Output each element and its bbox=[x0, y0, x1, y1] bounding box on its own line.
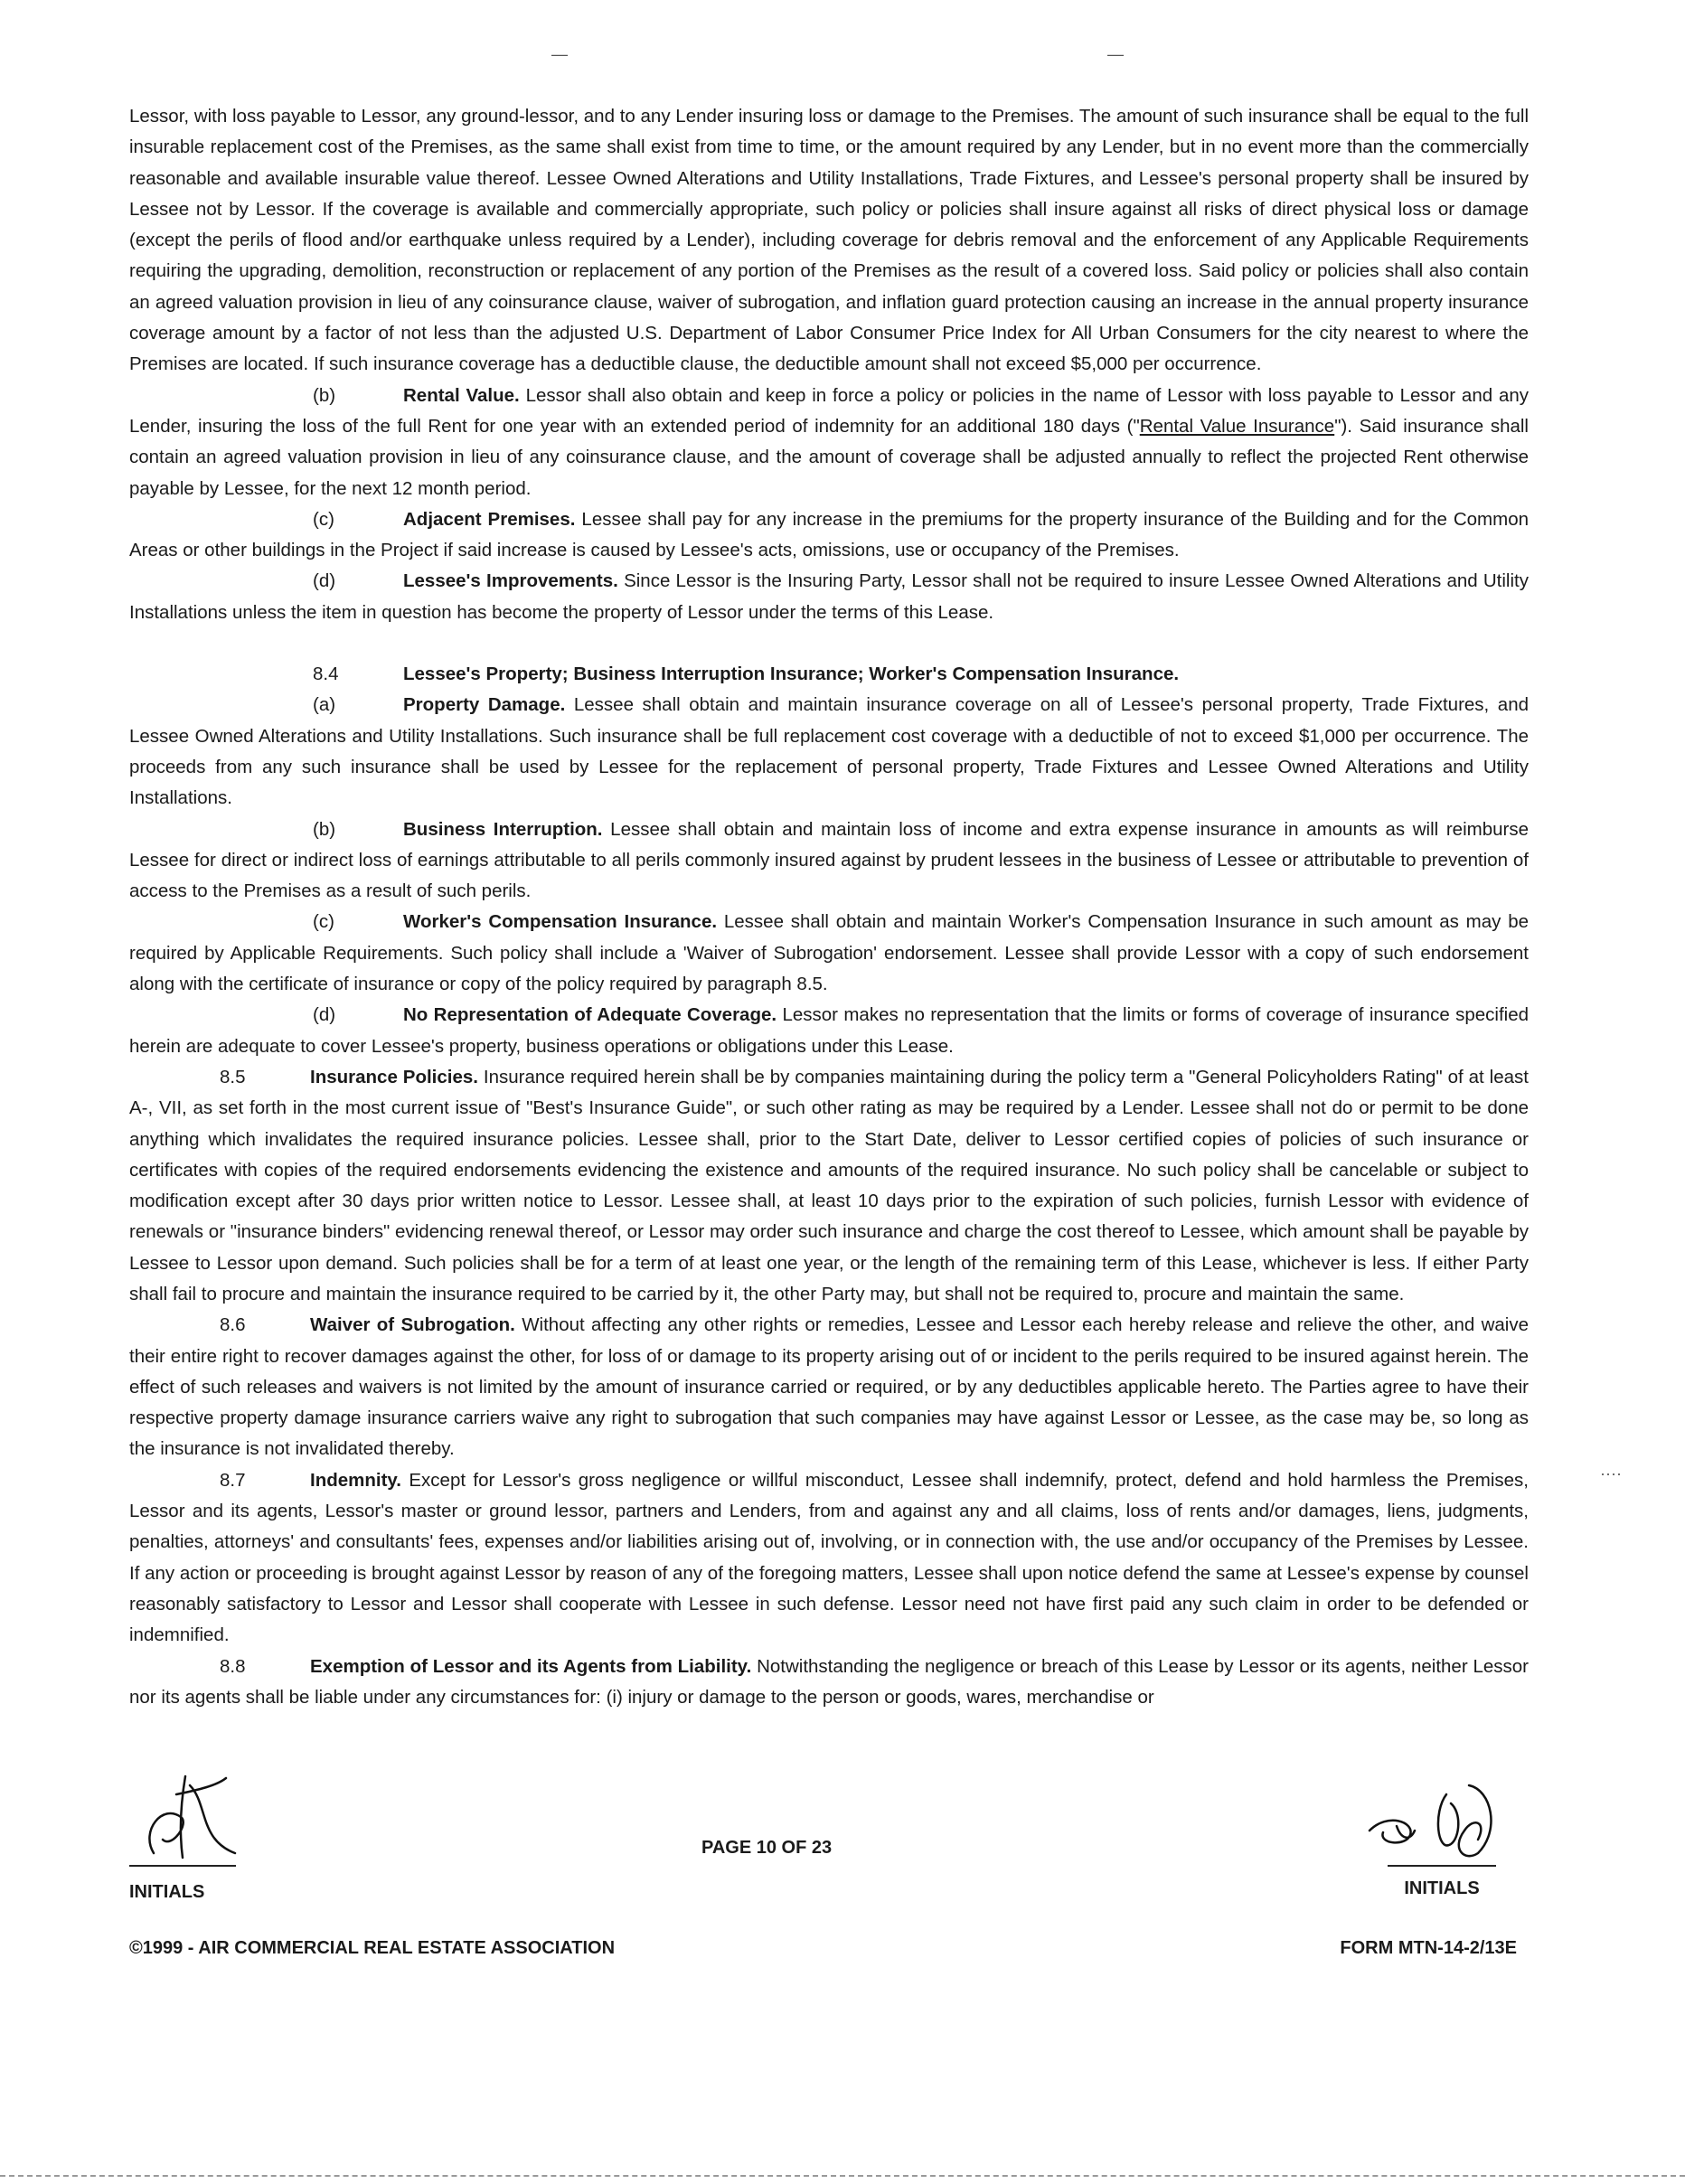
lessor-initials-signature bbox=[136, 1767, 262, 1867]
lessee-initials-signature bbox=[1360, 1776, 1514, 1867]
section-8-6: 8.6 Waiver of Subrogation. Without affecting any other rights or remedies, Lessee and Lessor each hereby release and relieve the other, and waive their entire right to recover damages against the other, for loss of or damage to its property arising out of or incident to the perils required to be insured against herein. The effect of such releases and waivers is not limited by the amount of insurance carried or required, or by any deductibles applicable hereto. The Parties agree to have their respective property damage insurance carriers waive any right to subrogation that such companies may have against Lessor or Lessee, as the case may be, so long as the insurance is not invalidated thereby. bbox=[129, 1314, 1529, 1460]
section-8-5: 8.5 Insurance Policies. Insurance required herein shall be by companies maintaining during the policy term a "General Policyholders Rating" of at least A-, VII, as set forth in the most current issue of "Best's Insurance Guide", or such other rating as may be required by a Lender. Lessee shall not do or permit to be done anything which invalidates the required insurance policies. Lessee shall, prior to the Start Date, deliver to Lessor certified copies of policies of such insurance or certificates with copies of the required endorsements evidencing the existence and amounts of the required insurance. No such policy shall be cancelable or subject to modification except after 30 days prior written notice to Lessor. Lessee shall, at least 10 days prior to the expiration of such policies, furnish Lessor with evidence of renewals or "insurance binders" evidencing renewal thereof, or Lessor may order such insurance and charge the cost thereof to Lessee, which amount shall be payable by Lessee to Lessor upon demand. Such policies shall be for a term of at least one year, or the length of the remaining term of this Lease, whichever is less. If either Party shall fail to procure and maintain the insurance required to be carried by it, the other Party may, but shall not be required to, procure and maintain the same. bbox=[129, 1066, 1529, 1304]
initials-label-left: INITIALS bbox=[129, 1882, 205, 1902]
paragraph-8-3a-continued: Lessor, with loss payable to Lessor, any ground-lessor, and to any Lender insuring loss or damage to the Premises. The amount of such insurance shall be equal to the full insurable replacement cost of the Premises, as the same shall exist from time to time, or the amount required by any Lender, but in no event more than the commercially reasonable and available insurable value thereof. Lessee Owned Alterations and Utility Installations, Trade Fixtures, and Lessee's personal property shall be insured by Lessee not by Lessor. If the coverage is available and commercially appropriate, such policy or policies shall insure against all risks of direct physical loss or damage (except the perils of flood and/or earthquake unless required by a Lender), including coverage for debris removal and the enforcement of any Applicable Requirements requiring the upgrading, demolition, reconstruction or replacement of any portion of the Premises as the result of a covered loss. Said policy or policies shall also contain an agreed valuation provision in lieu of any coinsurance clause, waiver of subrogation, and inflation guard protection causing an increase in the annual property insurance coverage amount by a factor of not less than the adjusted U.S. Department of Labor Consumer Price Index for All Urban Consumers for the city nearest to where the Premises are located. If such insurance coverage has a deductible clause, the deductible amount shall not exceed $5,000 per occurrence. bbox=[129, 106, 1529, 375]
form-number: FORM MTN-14-2/13E bbox=[1340, 1938, 1517, 1958]
paragraph-8-4d: (d) No Representation of Adequate Coverage. Lessor makes no representation that the limits or forms of coverage of insurance specified herein are adequate to cover Lessee's property, business operations or obligations under this Lease. bbox=[129, 1004, 1529, 1057]
paragraph-8-4b: (b) Business Interruption. Lessee shall obtain and maintain loss of income and extra expense insurance in amounts as will reimburse Lessee for direct or indirect loss of earnings attributable to all perils commonly insured against by prudent lessees in the business of Lessee or attributable to prevention of access to the Premises as a result of such perils. bbox=[129, 818, 1529, 902]
paragraph-8-3d: (d) Lessee's Improvements. Since Lessor is the Insuring Party, Lessor shall not be required to insure Lessee Owned Alterations and Utility Installations unless the item in question has become the property of Lessor under the terms of this Lease. bbox=[129, 570, 1529, 623]
paragraph-8-3b: (b) Rental Value. Lessor shall also obtain and keep in force a policy or policies in the name of Lessor with loss payable to Lessor and any Lender, insuring the loss of the full Rent for one year with an extended period of indemnity for an additional 180 days ("Rental Value Insurance"). Said insurance shall contain an agreed valuation provision in lieu of any coinsurance clause, and the amount of coverage shall be adjusted annually to reflect the projected Rent otherwise payable by Lessee, for the next 12 month period. bbox=[129, 384, 1530, 499]
section-8-7: 8.7 Indemnity. Except for Lessor's gross negligence or willful misconduct, Lessee shall indemnify, protect, defend and hold harmless the Premises, Lessor and its agents, Lessor's master or ground lessor, partners and Lenders, from and against any and all claims, loss of rents and/or damages, liens, judgments, penalties, attorneys' and consultants' fees, expenses and/or liabilities arising out of, involving, or in connection with, the use and/or occupancy of the Premises by Lessee. If any action or proceeding is brought against Lessor by reason of any of the foregoing matters, Lessee shall upon notice defend the same at Lessee's expense by counsel reasonably satisfactory to Lessor and Lessor shall cooperate with Lessee in such defense. Lessor need not have first paid any such claim in order to be defended or indemnified. bbox=[129, 1469, 1529, 1646]
paragraph-8-3c: (c) Adjacent Premises. Lessee shall pay for any increase in the premiums for the property insurance of the Building and for the Common Areas or other buildings in the Project if said increase is caused by Lessee's acts, omissions, use or occupancy of the Premises. bbox=[129, 508, 1529, 561]
scan-mark: ···· bbox=[1600, 1464, 1622, 1483]
section-8-4-heading: 8.4 Lessee's Property; Business Interruption Insurance; Worker's Compensation Insurance. bbox=[313, 664, 1180, 685]
initials-label-right: INITIALS bbox=[1404, 1878, 1480, 1898]
paragraph-8-4c: (c) Worker's Compensation Insurance. Lessee shall obtain and maintain Worker's Compensation Insurance in such amount as may be required by Applicable Requirements. Such policy shall include a 'Waiver of Subrogation' endorsement. Lessee shall provide Lessor with a copy of such endorsement along with the certificate of insurance or copy of the policy required by paragraph 8.5. bbox=[129, 911, 1530, 995]
scan-mark: — bbox=[551, 45, 568, 63]
scan-edge-line bbox=[0, 2175, 1685, 2177]
defined-term: Rental Value Insurance bbox=[1139, 415, 1335, 437]
initials-line-right bbox=[1388, 1865, 1496, 1867]
page-number: PAGE 10 OF 23 bbox=[701, 1838, 833, 1858]
copyright-notice: ©1999 - AIR COMMERCIAL REAL ESTATE ASSOCIATION bbox=[129, 1938, 616, 1958]
paragraph-8-4a: (a) Property Damage. Lessee shall obtain and maintain insurance coverage on all of Lessee's personal property, Trade Fixtures, and Lessee Owned Alterations and Utility Installations. Such insurance shall be full replacement cost coverage with a deductible of not to exceed $1,000 per occurrence. The proceeds from any such insurance shall be used by Lessee for the replacement of personal property, Trade Fixtures and Lessee Owned Alterations and Utility Installations. bbox=[129, 694, 1529, 809]
lease-body-text bbox=[129, 101, 1529, 1713]
scan-mark: — bbox=[1107, 45, 1124, 63]
initials-line-left bbox=[129, 1865, 236, 1867]
section-8-8: 8.8 Exemption of Lessor and its Agents from Liability. Notwithstanding the negligence or breach of this Lease by Lessor or its agents, neither Lessor nor its agents shall be liable under any circumstances for: (i) injury or damage to the person or goods, wares, merchandise or bbox=[129, 1655, 1529, 1708]
